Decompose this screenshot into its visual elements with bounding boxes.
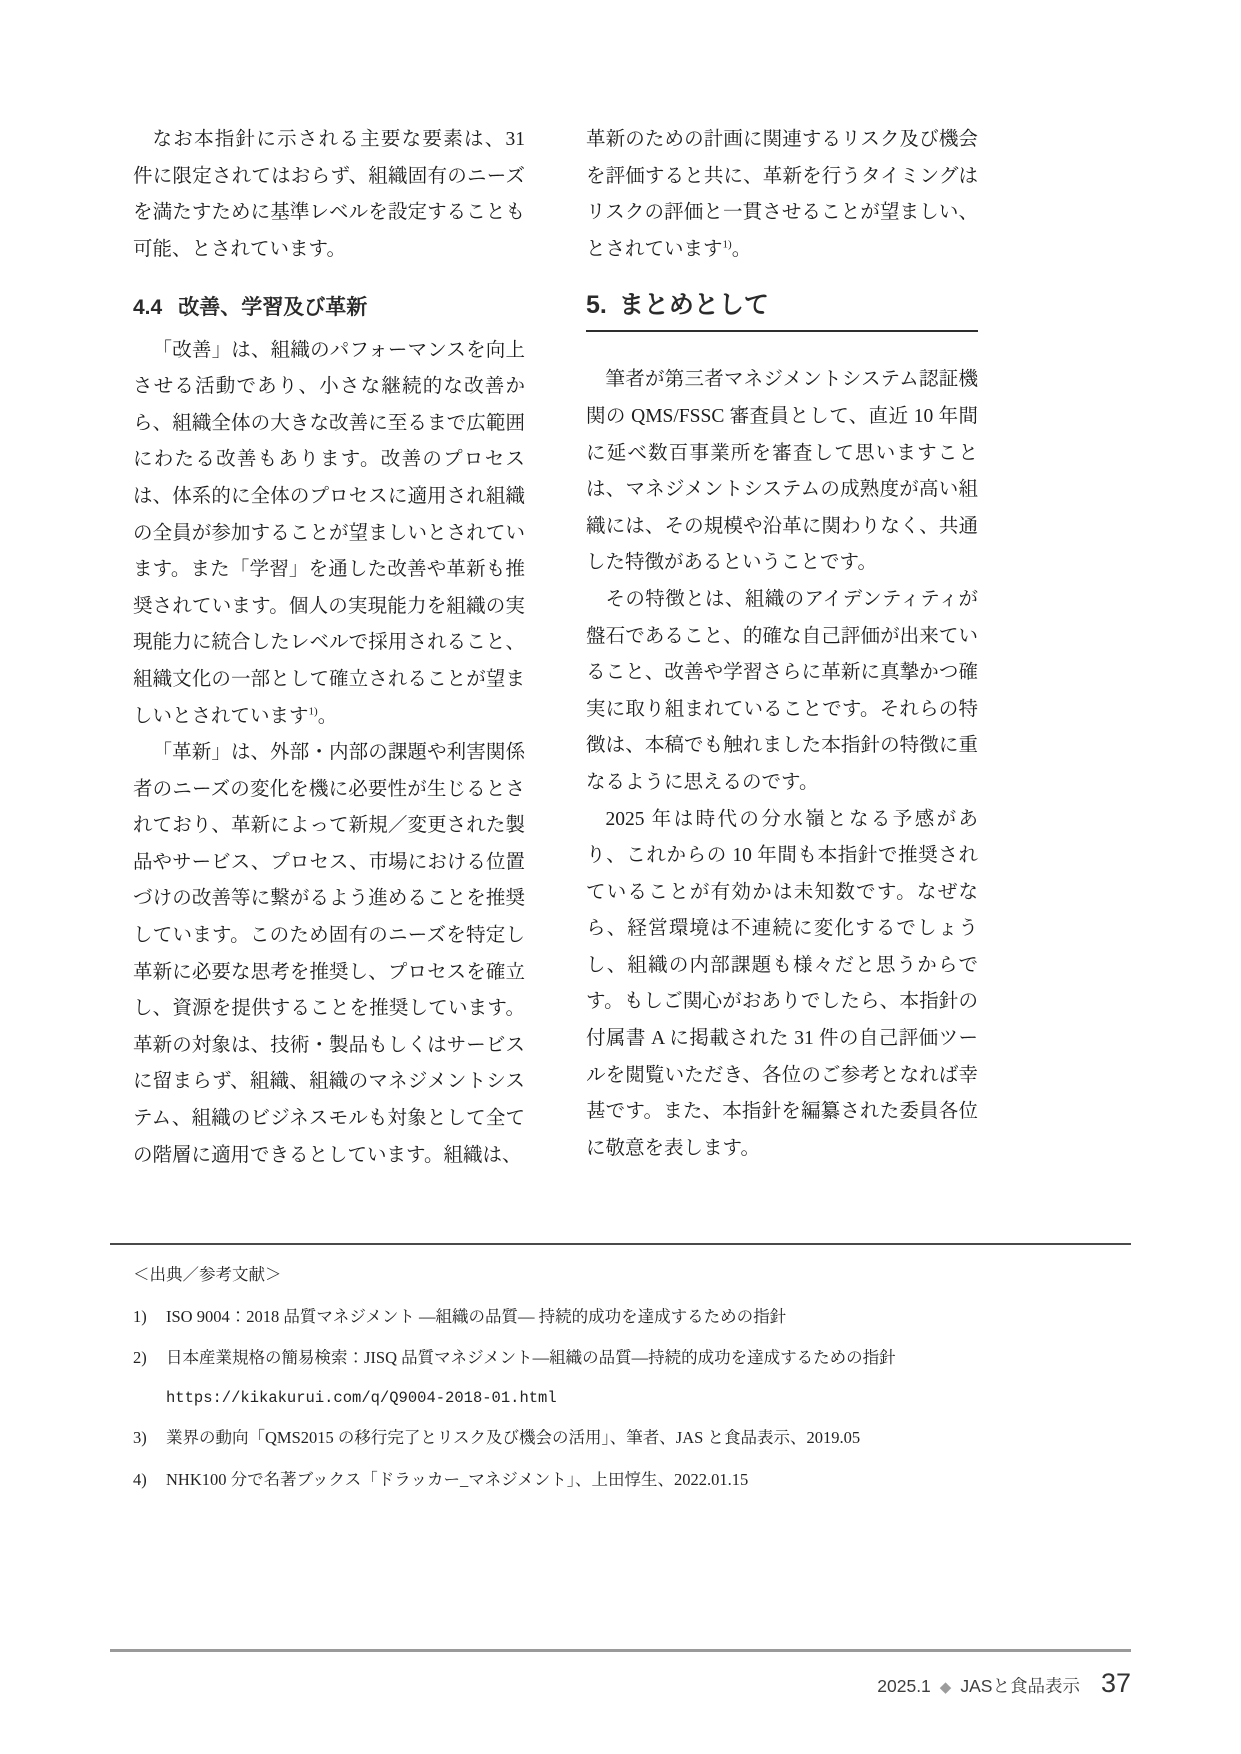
paragraph-text: 。 bbox=[317, 705, 338, 727]
paragraph-text: 「改善」は、組織のパフォーマンスを向上させる活動であり、小さな継続的な改善から、組織全体の大きな改善に至るまで広範囲にわたる改善もあります。改善のプロセスは、体系的に全体のプロセスに適用され組織の全員が参加することが望ましいとされています。また「学習」を通した改善や革新も推奨されています。個人の実現能力を組織の実現能力に統合したレベルで採用されること、組織文化の一部として確立されることが望ましいとされています bbox=[133, 339, 525, 727]
reference-number: 3) bbox=[133, 1428, 147, 1448]
section-heading-4-4 bbox=[133, 295, 525, 320]
diamond-icon: ◆ bbox=[939, 1679, 952, 1696]
section-title: まとめとして bbox=[618, 291, 769, 320]
section-heading-5 bbox=[586, 290, 978, 332]
reference-text: ISO 9004：2018 品質マネジメント ―組織の品質― 持続的成功を達成するための指針 bbox=[166, 1307, 787, 1327]
paragraph-innovation-continued bbox=[586, 122, 978, 268]
reference-number: 2) bbox=[133, 1348, 147, 1368]
paragraph-characteristics: その特徴とは、組織のアイデンティティが盤石であること、的確な自己評価が出来ていること、改善や学習さらに革新に真摯かつ確実に取り組まれていることです。それらの特徴は、本稿でも触れました本指針の特徴に重なるように思えるのです。 bbox=[586, 588, 978, 793]
reference-text: 業界の動向「QMS2015 の移行完了とリスク及び機会の活用」、筆者、JAS と食品表示、2019.05 bbox=[166, 1428, 861, 1448]
page-footer bbox=[110, 1668, 1131, 1699]
footer-journal-title: JASと食品表示 bbox=[960, 1676, 1080, 1696]
right-column bbox=[586, 122, 978, 1174]
reference-number: 4) bbox=[133, 1469, 147, 1489]
paragraph-scope-note: なお本指針に示される主要な要素は、31 件に限定されてはおらず、組織固有のニーズを満たすために基準レベルを設定することも可能、とされています。 bbox=[133, 129, 525, 260]
footnote-reference: 1) bbox=[308, 705, 318, 717]
paragraph-improvement bbox=[133, 333, 525, 736]
footer-issue: 2025.1 bbox=[877, 1676, 931, 1696]
section-number: 5. bbox=[586, 291, 607, 320]
footer-divider bbox=[110, 1649, 1131, 1652]
references-section bbox=[110, 1243, 1131, 1507]
paragraph-author-experience: 筆者が第三者マネジメントシステム認証機関の QMS/FSSC 審査員として、直近 10 年間に延べ数百事業所を審査して思いますことは、マネジメントシステムの成熟度が高い組織には、その規模や沿革に関わりなく、共通した特徴があるということです。 bbox=[586, 369, 978, 574]
paragraph-innovation: 「革新」は、外部・内部の課題や利害関係者のニーズの変化を機に必要性が生じるとされており、革新によって新規／変更された製品やサービス、プロセス、市場における位置づけの改善等に繋がるよう進めることを推奨しています。このため固有のニーズを特定し革新に必要な思考を推奨し、プロセスを確立し、資源を提供することを推奨しています。革新の対象は、技術・製品もしくはサービスに留まらず、組織、組織のマネジメントシステム、組織のビジネスモルも対象として全ての階層に適用できるとしています。組織は、 bbox=[133, 742, 525, 1166]
section-title: 改善、学習及び革新 bbox=[178, 296, 368, 320]
reference-item bbox=[133, 1303, 1131, 1331]
reference-item bbox=[133, 1424, 1131, 1452]
paragraph-outlook-2025: 2025 年は時代の分水嶺となる予感があり、これからの 10 年間も本指針で推奨されていることが有効かは未知数です。なぜなら、経営環境は不連続に変化するでしょうし、組織の内部課題も様々だと思うからです。もしご関心がおありでしたら、本指針の付属書 A に掲載された 31 件の自己評価ツールを閲覧いただき、各位のご参考となれば幸甚です。また、本指針を編纂された委員各位に敬意を表します。 bbox=[586, 808, 978, 1159]
page-number: 37 bbox=[1100, 1668, 1131, 1698]
two-column-body bbox=[133, 122, 978, 1174]
reference-number: 1) bbox=[133, 1307, 147, 1327]
footnote-reference: 1) bbox=[722, 238, 732, 251]
reference-item bbox=[133, 1344, 1131, 1372]
references-title: ＜出典／参考文献＞ bbox=[133, 1265, 282, 1284]
reference-item bbox=[133, 1466, 1131, 1494]
reference-text: NHK100 分で名著ブックス「ドラッカー_マネジメント」、上田惇生、2022.01.15 bbox=[166, 1469, 749, 1489]
section-number: 4.4 bbox=[133, 296, 163, 320]
reference-url: https://kikakurui.com/q/Q9004-2018-01.html bbox=[166, 1389, 557, 1408]
paragraph-text: 革新のための計画に関連するリスク及び機会を評価すると共に、革新を行うタイミングはリスクの評価と一貫させることが望ましい、とされています bbox=[586, 129, 978, 260]
reference-text: 日本産業規格の簡易検索：JISQ 品質マネジメント―組織の品質―持続的成功を達成するための指針 bbox=[166, 1348, 896, 1368]
paragraph-text: 。 bbox=[731, 238, 752, 260]
left-column bbox=[133, 122, 525, 1174]
